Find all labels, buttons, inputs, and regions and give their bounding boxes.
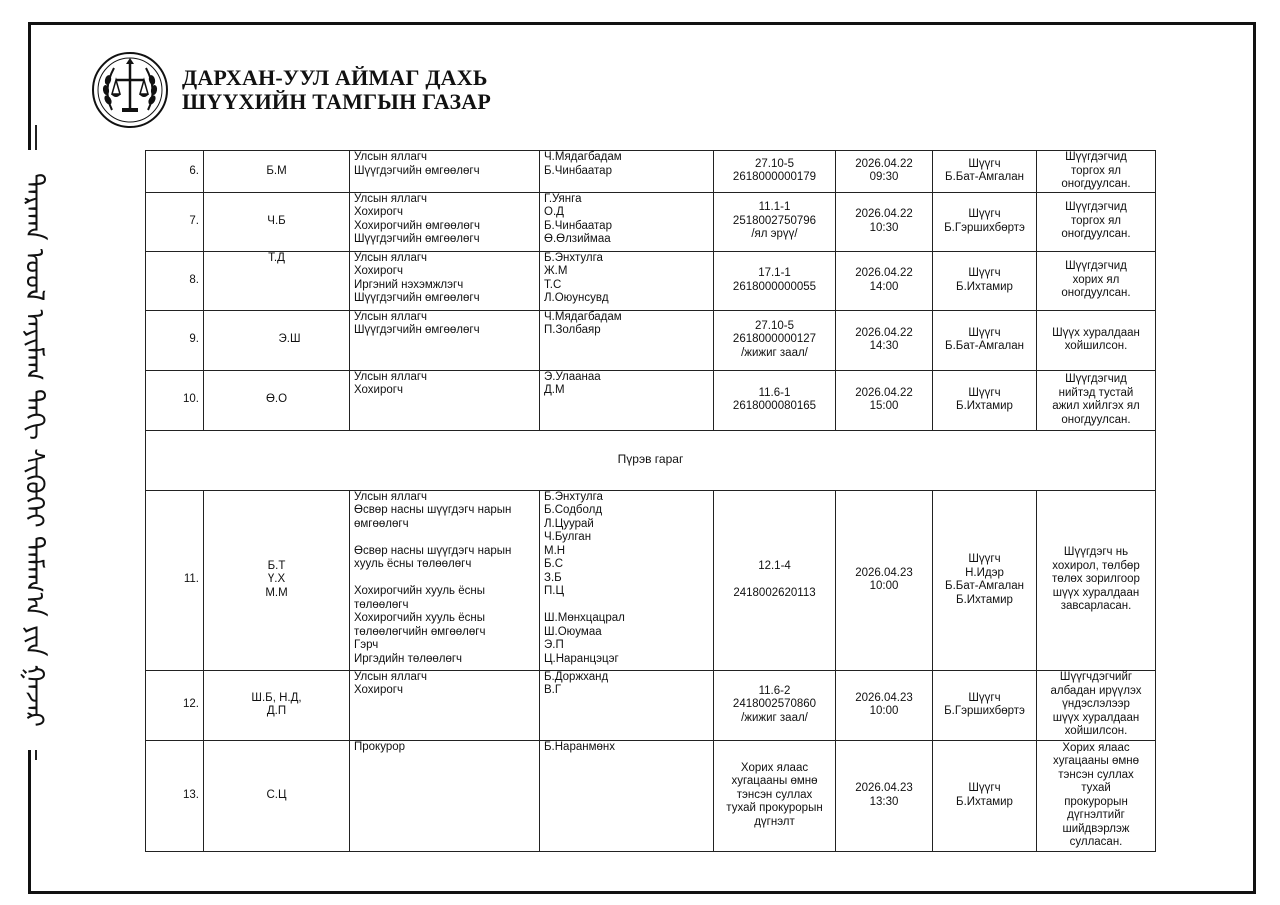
table-row bbox=[146, 251, 1156, 310]
hearing-result: Шүүх хуралдаан хойшилсон. bbox=[1037, 310, 1156, 370]
defendant-initials: Ч.Б bbox=[204, 192, 350, 251]
participant-roles: Улсын яллагч Шүүгдэгчийн өмгөөлөгч bbox=[350, 151, 540, 193]
organization-title-line-1: ДАРХАН-УУЛ АЙМАГ ДАХЬ bbox=[182, 65, 488, 90]
defendant-initials: Б.Т Ү.Х М.М bbox=[204, 490, 350, 670]
row-number: 10. bbox=[146, 370, 204, 430]
participant-names: Б.Доржханд В.Г bbox=[540, 670, 714, 740]
defendant-initials: Ө.О bbox=[204, 370, 350, 430]
table-row bbox=[146, 192, 1156, 251]
case-number: Хорих ялаас хугацааны өмнө тэнсэн суллах тухай прокурорын дүгнэлт bbox=[714, 740, 836, 851]
participant-names: Г.Уянга О.Д Б.Чинбаатар Ө.Өлзиймаа bbox=[540, 192, 714, 251]
hearing-datetime: 2026.04.22 09:30 bbox=[836, 151, 933, 193]
case-number: 11.6-1 2618000080165 bbox=[714, 370, 836, 430]
table-row bbox=[146, 740, 1156, 851]
organization-title-line-2: ШҮҮХИЙН ТАМГЫН ГАЗАР bbox=[182, 89, 491, 114]
mongolian-script-vertical-title: ᠳᠠᠷᠬᠠᠨ ᠤᠤᠯ ᠠᠶᠢᠮᠠᠭ ᠳᠠᠬᠢ ᠱᠢᠬᠦᠬᠡᠢ ᠲᠠᠮᠠᠭ᠎ᠠ ᠶᠢᠨ ᠭᠠᠵᠠᠷ bbox=[14, 150, 58, 750]
presiding-judge: Шүүгч Б.Ихтамир bbox=[933, 370, 1037, 430]
hearing-result: Шүүгчдэгчийг албадан ирүүлэх үндэслэлээр шүүх хуралдаан хойшилсон. bbox=[1037, 670, 1156, 740]
participant-names: Б.Наранмөнх bbox=[540, 740, 714, 851]
participant-names: Э.Улаанаа Д.М bbox=[540, 370, 714, 430]
case-number: 11.1-1 2518002750796 /ял эрүү/ bbox=[714, 192, 836, 251]
hearing-datetime: 2026.04.23 10:00 bbox=[836, 490, 933, 670]
presiding-judge: Шүүгч Б.Бат-Амгалан bbox=[933, 310, 1037, 370]
participant-names: Б.Энхтулга Ж.М Т.С Л.Оюунсувд bbox=[540, 251, 714, 310]
participant-roles: Улсын яллагч Хохирогч Иргэний нэхэмжлэгч Шүүгдэгчийн өмгөөлөгч bbox=[350, 251, 540, 310]
defendant-initials: С.Ц bbox=[204, 740, 350, 851]
case-number: 12.1-4 2418002620113 bbox=[714, 490, 836, 670]
court-emblem-icon bbox=[90, 50, 170, 130]
hearing-result: Шүүгдэгчид нийтэд тустай ажил хийлгэх ял оногдуулсан. bbox=[1037, 370, 1156, 430]
row-number: 11. bbox=[146, 490, 204, 670]
participant-roles: Улсын яллагч Хохирогч bbox=[350, 370, 540, 430]
case-number: 27.10-5 2618000000179 bbox=[714, 151, 836, 193]
participant-roles: Прокурор bbox=[350, 740, 540, 851]
table-row bbox=[146, 151, 1156, 193]
row-number: 6. bbox=[146, 151, 204, 193]
presiding-judge: Шүүгч Б.Гэршихбөртэ bbox=[933, 192, 1037, 251]
hearing-result: Шүүгдэгчид торгох ял оногдуулсан. bbox=[1037, 151, 1156, 193]
hearing-result: Шүүгдэгч нь хохирол, төлбөр төлөх зорилгоор шүүх хуралдаан завсарласан. bbox=[1037, 490, 1156, 670]
presiding-judge: Шүүгч Б.Гэршихбөртэ bbox=[933, 670, 1037, 740]
participant-roles: Улсын яллагч Хохирогч bbox=[350, 670, 540, 740]
hearing-datetime: 2026.04.23 10:00 bbox=[836, 670, 933, 740]
hearing-datetime: 2026.04.22 15:00 bbox=[836, 370, 933, 430]
participant-names: Ч.Мядагбадам П.Золбаяр bbox=[540, 310, 714, 370]
table-row bbox=[146, 490, 1156, 670]
table-row bbox=[146, 670, 1156, 740]
hearing-result: Шүүгдэгчид хорих ял оногдуулсан. bbox=[1037, 251, 1156, 310]
row-number: 12. bbox=[146, 670, 204, 740]
participant-names: Б.Энхтулга Б.Содболд Л.Цуурай Ч.Булган М.Н Б.С З.Б П.Ц Ш.Мөнхцацрал Ш.Оюумаа Э.П Ц.Наранцэцэг bbox=[540, 490, 714, 670]
day-divider-row bbox=[146, 430, 1156, 490]
hearing-datetime: 2026.04.23 13:30 bbox=[836, 740, 933, 851]
row-number: 7. bbox=[146, 192, 204, 251]
case-number: 17.1-1 2618000000055 bbox=[714, 251, 836, 310]
row-number: 13. bbox=[146, 740, 204, 851]
presiding-judge: Шүүгч Б.Ихтамир bbox=[933, 251, 1037, 310]
row-number: 9. bbox=[146, 310, 204, 370]
hearing-datetime: 2026.04.22 10:30 bbox=[836, 192, 933, 251]
table-row bbox=[146, 370, 1156, 430]
presiding-judge: Шүүгч Б.Ихтамир bbox=[933, 740, 1037, 851]
presiding-judge: Шүүгч Н.Идэр Б.Бат-Амгалан Б.Ихтамир bbox=[933, 490, 1037, 670]
hearing-result: Шүүгдэгчид торгох ял оногдуулсан. bbox=[1037, 192, 1156, 251]
side-strip bbox=[0, 0, 70, 905]
presiding-judge: Шүүгч Б.Бат-Амгалан bbox=[933, 151, 1037, 193]
table-row bbox=[146, 310, 1156, 370]
organization-title bbox=[182, 66, 491, 114]
defendant-initials: Б.М bbox=[204, 151, 350, 193]
hearing-datetime: 2026.04.22 14:30 bbox=[836, 310, 933, 370]
defendant-initials: Ш.Б, Н.Д, Д.П bbox=[204, 670, 350, 740]
hearing-datetime: 2026.04.22 14:00 bbox=[836, 251, 933, 310]
participant-roles: Улсын яллагч Хохирогч Хохирогчийн өмгөөлөгч Шүүгдэгчийн өмгөөлөгч bbox=[350, 192, 540, 251]
day-label: Пүрэв гараг bbox=[146, 430, 1156, 490]
participant-names: Ч.Мядагбадам Б.Чинбаатар bbox=[540, 151, 714, 193]
hearing-result: Хорих ялаас хугацааны өмнө тэнсэн суллах тухай прокурорын дүгнэлтийг шийдвэрлэж сулласан. bbox=[1037, 740, 1156, 851]
row-number: 8. bbox=[146, 251, 204, 310]
defendant-initials: Т.Д bbox=[204, 251, 350, 310]
case-number: 11.6-2 2418002570860 /жижиг заал/ bbox=[714, 670, 836, 740]
participant-roles: Улсын яллагч Өсвөр насны шүүгдэгч нарын өмгөөлөгч Өсвөр насны шүүгдэгч нарын хууль ёсны төлөөлөгч Хохирогчийн хууль ёсны төлөөлөгч Хохирогчийн хууль ёсны төлөөлөгчийн өмгөөлөгч Гэрч Иргэдийн төлөөлөгч bbox=[350, 490, 540, 670]
case-number: 27.10-5 2618000000127 /жижиг заал/ bbox=[714, 310, 836, 370]
participant-roles: Улсын яллагч Шүүгдэгчийн өмгөөлөгч bbox=[350, 310, 540, 370]
defendant-initials: Э.Ш bbox=[204, 310, 350, 370]
document-header bbox=[90, 45, 491, 135]
hearing-schedule-table bbox=[145, 150, 1156, 852]
